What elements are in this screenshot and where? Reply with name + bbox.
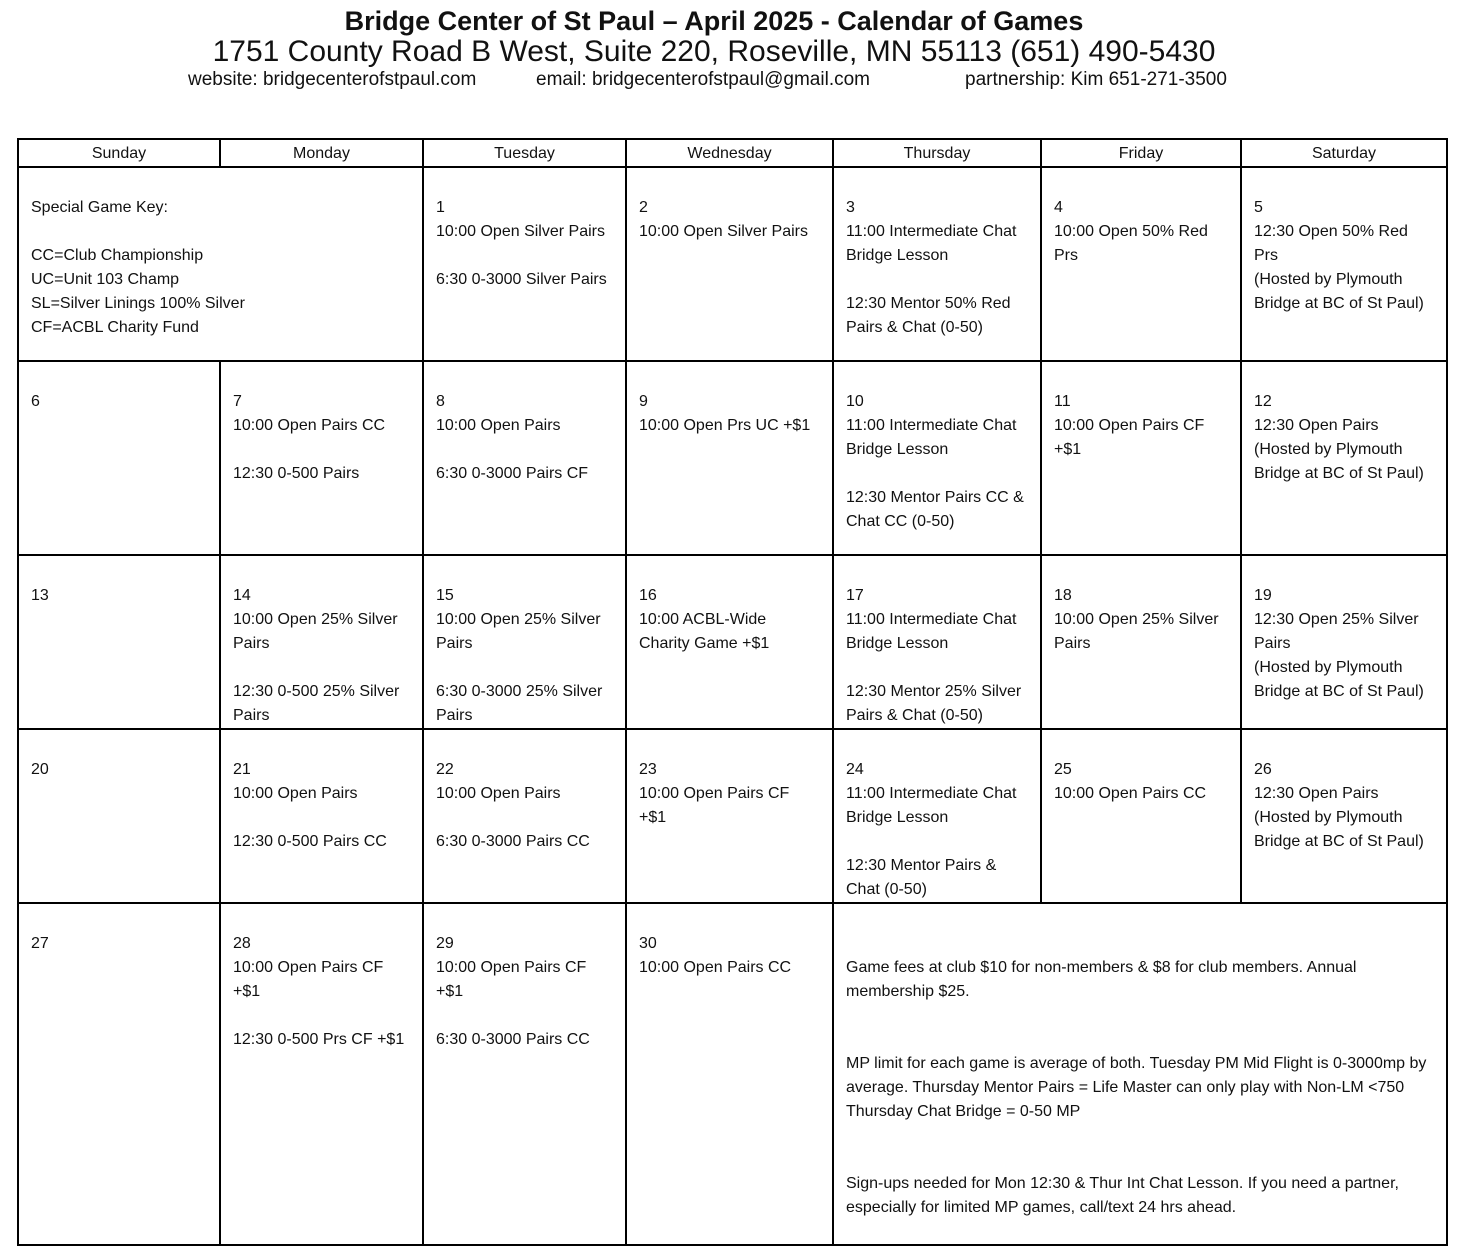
day-cell-12 (1241, 361, 1447, 555)
day-cell-5 (1241, 167, 1447, 361)
day-cell-16 (626, 555, 833, 729)
day-number: 22 (436, 761, 454, 778)
day-events: 10:00 Open Silver Pairs 6:30 0-3000 Silver Pairs (436, 223, 607, 288)
weekday-tuesday: Tuesday (423, 139, 626, 167)
week-row (18, 361, 1447, 555)
day-events: 12:30 Open 25% Silver Pairs (Hosted by Plymouth Bridge at BC of St Paul) (1254, 611, 1424, 700)
day-events: 11:00 Intermediate Chat Bridge Lesson 12:30 Mentor 50% Red Pairs & Chat (0-50) (846, 223, 1017, 336)
day-number: 7 (233, 393, 242, 410)
day-events: 10:00 Open Pairs CF +$1 12:30 0-500 Prs CF +$1 (233, 959, 405, 1048)
weekday-header-row (18, 139, 1447, 167)
week-row (18, 903, 1447, 1245)
day-number: 27 (31, 935, 49, 952)
day-number: 24 (846, 761, 864, 778)
day-cell-7 (220, 361, 423, 555)
special-game-key (18, 167, 423, 361)
day-cell-26 (1241, 729, 1447, 903)
day-cell-23 (626, 729, 833, 903)
day-number: 14 (233, 587, 251, 604)
day-events: 10:00 ACBL-Wide Charity Game +$1 (639, 611, 770, 652)
club-notes (833, 903, 1447, 1245)
weekday-wednesday: Wednesday (626, 139, 833, 167)
day-number: 26 (1254, 761, 1272, 778)
week-row (18, 555, 1447, 729)
day-cell-10 (833, 361, 1041, 555)
day-number: 2 (639, 199, 648, 216)
day-cell-18 (1041, 555, 1241, 729)
day-cell-24 (833, 729, 1041, 903)
day-number: 18 (1054, 587, 1072, 604)
day-cell-4 (1041, 167, 1241, 361)
calendar-table (17, 138, 1448, 1246)
day-events: 10:00 Open Pairs 6:30 0-3000 Pairs CF (436, 417, 589, 482)
day-cell-15 (423, 555, 626, 729)
day-number: 23 (639, 761, 657, 778)
day-cell-25 (1041, 729, 1241, 903)
week-row (18, 729, 1447, 903)
day-events: 10:00 Open Pairs CC 12:30 0-500 Pairs (233, 417, 386, 482)
mp-limit-note: MP limit for each game is average of both. Tuesday PM Mid Flight is 0-3000mp by average. Thursday Mentor Pairs = Life Master can only play with Non-LM <750 Thursday Chat Bridge = 0-50 MP (846, 1055, 1427, 1120)
day-number: 17 (846, 587, 864, 604)
signups-note: Sign-ups needed for Mon 12:30 & Thur Int Chat Lesson. If you need a partner, especially for limited MP games, call/text 24 hrs ahead. (846, 1175, 1399, 1216)
day-number: 28 (233, 935, 251, 952)
day-cell-20 (18, 729, 220, 903)
day-number: 11 (1054, 393, 1071, 410)
game-fees-note: Game fees at club $10 for non-members & $8 for club members. Annual membership $25. (846, 959, 1357, 1000)
day-number: 5 (1254, 199, 1263, 216)
day-number: 25 (1054, 761, 1072, 778)
day-cell-28 (220, 903, 423, 1245)
day-cell-27 (18, 903, 220, 1245)
day-number: 21 (233, 761, 251, 778)
weekday-friday: Friday (1041, 139, 1241, 167)
day-number: 3 (846, 199, 855, 216)
day-number: 30 (639, 935, 657, 952)
day-cell-8 (423, 361, 626, 555)
day-events: 10:00 Open 25% Silver Pairs 6:30 0-3000 25% Silver Pairs (436, 611, 603, 724)
day-events: 10:00 Open 25% Silver Pairs (1054, 611, 1219, 652)
day-events: 10:00 Open Silver Pairs (639, 223, 808, 240)
email-text: email: bridgecenterofstpaul@gmail.com (536, 69, 870, 90)
day-cell-13 (18, 555, 220, 729)
day-cell-3 (833, 167, 1041, 361)
day-events: 10:00 Open 50% Red Prs (1054, 223, 1208, 264)
day-number: 20 (31, 761, 49, 778)
day-number: 1 (436, 199, 445, 216)
day-number: 15 (436, 587, 454, 604)
day-number: 10 (846, 393, 864, 410)
day-events: 10:00 Open Pairs CF +$1 6:30 0-3000 Pairs CC (436, 959, 590, 1048)
day-cell-9 (626, 361, 833, 555)
day-number: 13 (31, 587, 49, 604)
day-number: 16 (639, 587, 657, 604)
special-game-key-text: Special Game Key: CC=Club Championship UC=Unit 103 Champ SL=Silver Linings 100% Silver CF=ACBL Charity Fund (31, 199, 245, 336)
day-number: 9 (639, 393, 648, 410)
day-events: 11:00 Intermediate Chat Bridge Lesson 12:30 Mentor 25% Silver Pairs & Chat (0-50) (846, 611, 1022, 724)
day-cell-6 (18, 361, 220, 555)
day-events: 10:00 Open Pairs CC (1054, 785, 1207, 802)
day-cell-22 (423, 729, 626, 903)
page-title: Bridge Center of St Paul – April 2025 - Calendar of Games (344, 6, 1084, 36)
day-events: 11:00 Intermediate Chat Bridge Lesson 12:30 Mentor Pairs & Chat (0-50) (846, 785, 1017, 898)
day-cell-1 (423, 167, 626, 361)
day-cell-21 (220, 729, 423, 903)
day-number: 6 (31, 393, 40, 410)
day-events: 10:00 Open Pairs 12:30 0-500 Pairs CC (233, 785, 387, 850)
day-cell-11 (1041, 361, 1241, 555)
partnership-text: partnership: Kim 651-271-3500 (965, 69, 1227, 90)
weekday-sunday: Sunday (18, 139, 220, 167)
weekday-saturday: Saturday (1241, 139, 1447, 167)
day-number: 29 (436, 935, 454, 952)
calendar-header (0, 6, 1464, 92)
day-cell-29 (423, 903, 626, 1245)
club-address: 1751 County Road B West, Suite 220, Roseville, MN 55113 (651) 490-5430 (212, 35, 1216, 68)
weekday-thursday: Thursday (833, 139, 1041, 167)
day-events: 12:30 Open 50% Red Prs (Hosted by Plymouth Bridge at BC of St Paul) (1254, 223, 1424, 312)
weekday-monday: Monday (220, 139, 423, 167)
day-number: 4 (1054, 199, 1063, 216)
day-cell-14 (220, 555, 423, 729)
day-cell-30 (626, 903, 833, 1245)
day-events: 12:30 Open Pairs (Hosted by Plymouth Bridge at BC of St Paul) (1254, 785, 1424, 850)
day-events: 10:00 Open Pairs CF +$1 (1054, 417, 1205, 458)
day-events: 10:00 Open Pairs CC (639, 959, 792, 976)
week-row (18, 167, 1447, 361)
day-events: 10:00 Open Pairs CF +$1 (639, 785, 790, 826)
day-cell-17 (833, 555, 1041, 729)
day-events: 10:00 Open 25% Silver Pairs 12:30 0-500 25% Silver Pairs (233, 611, 400, 724)
day-events: 12:30 Open Pairs (Hosted by Plymouth Bridge at BC of St Paul) (1254, 417, 1424, 482)
day-number: 12 (1254, 393, 1272, 410)
day-events: 10:00 Open Prs UC +$1 (639, 417, 811, 434)
day-events: 10:00 Open Pairs 6:30 0-3000 Pairs CC (436, 785, 590, 850)
day-number: 8 (436, 393, 445, 410)
contact-line (0, 68, 1464, 92)
day-cell-19 (1241, 555, 1447, 729)
website-text: website: bridgecenterofstpaul.com (188, 69, 477, 90)
day-events: 11:00 Intermediate Chat Bridge Lesson 12:30 Mentor Pairs CC & Chat CC (0-50) (846, 417, 1024, 530)
day-cell-2 (626, 167, 833, 361)
day-number: 19 (1254, 587, 1272, 604)
